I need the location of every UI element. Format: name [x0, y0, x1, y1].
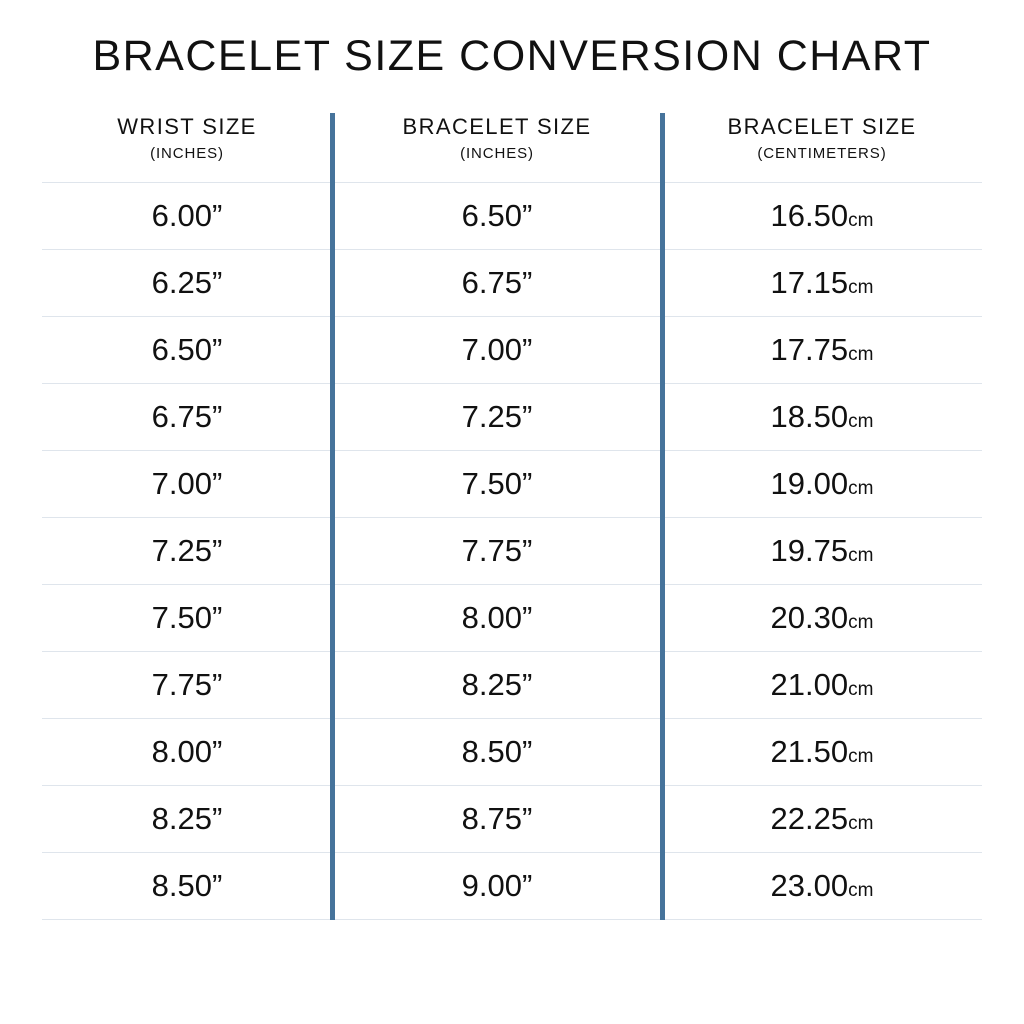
cm-value: 17.15 — [770, 264, 849, 300]
cm-value: 23.00 — [770, 867, 849, 903]
cm-unit: cm — [848, 879, 874, 901]
cm-unit: cm — [848, 276, 874, 298]
cm-unit: cm — [848, 544, 874, 566]
cell-bracelet-inches: 8.00” — [332, 584, 662, 651]
column-header-bracelet-size-centimeters — [662, 113, 982, 182]
table-row — [42, 249, 982, 316]
column-divider-1 — [330, 113, 335, 920]
conversion-table-container — [42, 91, 982, 920]
cell-bracelet-inches: 7.50” — [332, 450, 662, 517]
cm-value: 21.50 — [770, 733, 849, 769]
cm-value: 20.30 — [770, 599, 849, 635]
table-row — [42, 450, 982, 517]
column-header-bracelet-size-inches — [332, 113, 662, 182]
cell-bracelet-inches: 7.00” — [332, 316, 662, 383]
cell-wrist-size: 7.00” — [42, 450, 332, 517]
cell-wrist-size: 6.00” — [42, 182, 332, 249]
cell-bracelet-centimeters — [662, 450, 982, 517]
cell-wrist-size: 6.75” — [42, 383, 332, 450]
table-row — [42, 383, 982, 450]
cell-wrist-size: 7.50” — [42, 584, 332, 651]
cm-unit: cm — [848, 678, 874, 700]
cm-value: 22.25 — [770, 800, 849, 836]
cm-unit: cm — [848, 343, 874, 365]
cm-value: 21.00 — [770, 666, 849, 702]
cm-value: 19.00 — [770, 465, 849, 501]
cell-wrist-size: 7.75” — [42, 651, 332, 718]
cm-value: 17.75 — [770, 331, 849, 367]
cell-wrist-size: 7.25” — [42, 517, 332, 584]
cell-bracelet-centimeters — [662, 249, 982, 316]
cm-value: 18.50 — [770, 398, 849, 434]
cm-value: 16.50 — [770, 197, 849, 233]
cm-unit: cm — [848, 209, 874, 231]
cm-value: 19.75 — [770, 532, 849, 568]
table-row — [42, 852, 982, 919]
table-row — [42, 718, 982, 785]
cell-bracelet-centimeters — [662, 852, 982, 919]
table-header-row — [42, 113, 982, 182]
cell-bracelet-centimeters — [662, 316, 982, 383]
column-header-sub: (INCHES) — [150, 144, 224, 162]
column-header-sub: (CENTIMETERS) — [757, 144, 887, 162]
cm-unit: cm — [848, 410, 874, 432]
cell-bracelet-centimeters — [662, 785, 982, 852]
cell-bracelet-inches: 8.50” — [332, 718, 662, 785]
table-row — [42, 584, 982, 651]
column-header-main: BRACELET SIZE — [402, 114, 592, 139]
table-header — [42, 113, 982, 182]
cell-wrist-size: 6.25” — [42, 249, 332, 316]
cell-bracelet-inches: 6.75” — [332, 249, 662, 316]
cell-bracelet-inches: 8.25” — [332, 651, 662, 718]
cm-unit: cm — [848, 812, 874, 834]
cell-bracelet-inches: 9.00” — [332, 852, 662, 919]
column-header-main: WRIST SIZE — [117, 114, 257, 139]
cell-bracelet-inches: 8.75” — [332, 785, 662, 852]
cell-wrist-size: 6.50” — [42, 316, 332, 383]
cell-bracelet-centimeters — [662, 182, 982, 249]
cell-wrist-size: 8.00” — [42, 718, 332, 785]
cell-bracelet-centimeters — [662, 517, 982, 584]
column-divider-2 — [660, 113, 665, 920]
cell-bracelet-centimeters — [662, 383, 982, 450]
table-row — [42, 517, 982, 584]
table-row — [42, 785, 982, 852]
column-header-wrist-size — [42, 113, 332, 182]
cell-wrist-size: 8.50” — [42, 852, 332, 919]
table-row — [42, 651, 982, 718]
cm-unit: cm — [848, 611, 874, 633]
cell-bracelet-inches: 7.75” — [332, 517, 662, 584]
cell-bracelet-inches: 6.50” — [332, 182, 662, 249]
table-row — [42, 182, 982, 249]
cell-bracelet-inches: 7.25” — [332, 383, 662, 450]
table-row — [42, 316, 982, 383]
column-header-main: BRACELET SIZE — [727, 114, 917, 139]
cm-unit: cm — [848, 745, 874, 767]
cell-bracelet-centimeters — [662, 651, 982, 718]
table-body — [42, 182, 982, 919]
cell-bracelet-centimeters — [662, 584, 982, 651]
column-header-sub: (INCHES) — [460, 144, 534, 162]
cm-unit: cm — [848, 477, 874, 499]
conversion-table — [42, 113, 982, 920]
cell-bracelet-centimeters — [662, 718, 982, 785]
page-title: BRACELET SIZE CONVERSION CHART — [92, 32, 932, 80]
cell-wrist-size: 8.25” — [42, 785, 332, 852]
